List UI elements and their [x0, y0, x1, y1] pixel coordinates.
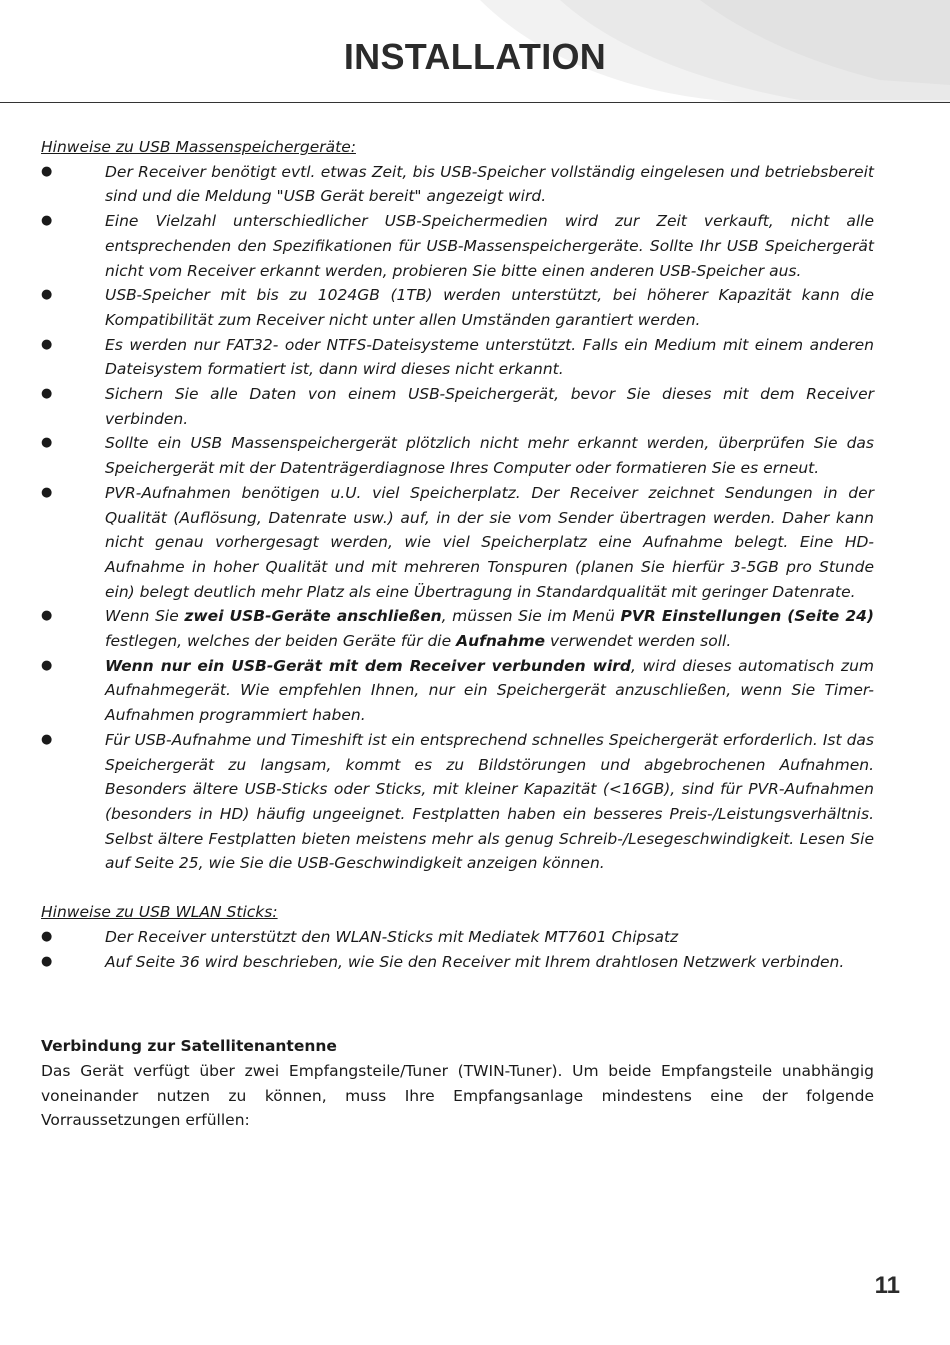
item-text: USB-Speicher mit bis zu 1024GB (1TB) werden unterstützt, bei höherer Kapazität kann die Kompatibilität zum Receiver nicht unter allen Umständen garantiert werden. — [105, 286, 874, 329]
bullet-icon: ● — [41, 953, 53, 969]
bullet-icon: ● — [41, 484, 53, 500]
item-text: verwendet werden soll. — [545, 632, 732, 651]
list-item — [41, 604, 874, 653]
list-item — [41, 481, 874, 605]
item-text: Auf Seite 36 wird beschrieben, wie Sie den Receiver mit Ihrem drahtlosen Netzwerk verbinden. — [105, 952, 845, 971]
list-item — [41, 333, 874, 382]
page-title: INSTALLATION — [343, 36, 607, 77]
satellite-section-title: Verbindung zur Satellitenantenne — [41, 1037, 337, 1056]
page-content — [41, 135, 874, 1133]
item-text: Sollte ein USB Massenspeichergerät plötzlich nicht mehr erkannt werden, überprüfen Sie das Speichergerät mit der Datenträgerdiagnose Ihres Computer oder formatieren Sie es erneut. — [105, 434, 874, 478]
list-item — [41, 382, 874, 431]
bullet-icon: ● — [41, 608, 53, 624]
usb-storage-heading: Hinweise zu USB Massenspeichergeräte: — [41, 138, 356, 156]
list-item — [41, 160, 874, 209]
item-text: PVR-Aufnahmen benötigen u.U. viel Speicherplatz. Der Receiver zeichnet Sendungen in der Qualität (Auflösung, Datenrate usw.) auf, in der sie vom Sender übertragen werden. Daher kann nicht genau vorhergesagt werden, wie viel Speicherplatz eine Aufnahme belegt. Eine HD-Aufnahme in hoher Qualität und mit mehreren Tonspuren (planen Sie hierfür 3-5GB pro Stunde ein) belegt deutlich mehr Platz als eine Übertragung in Standardqualität mit geringer Datenrate. — [105, 483, 874, 601]
list-item — [41, 209, 874, 283]
bullet-icon: ● — [41, 287, 53, 303]
bullet-icon: ● — [41, 435, 53, 451]
emphasis-text: PVR Einstellungen (Seite 24) — [620, 607, 875, 626]
item-text: , müssen Sie im Menü — [441, 607, 621, 626]
list-item — [41, 925, 874, 950]
item-text: festlegen, welches der beiden Geräte für die — [105, 632, 457, 651]
usb-wlan-heading: Hinweise zu USB WLAN Sticks: — [41, 903, 278, 922]
bullet-icon: ● — [41, 928, 53, 944]
list-item — [41, 283, 874, 332]
bullet-icon: ● — [41, 336, 53, 352]
list-item — [41, 950, 874, 975]
item-text: , wird dieses automatisch zum Aufnahmegerät. Wie empfehlen Ihnen, nur ein Speichergerät anzuschließen, wenn Sie Timer-Aufnahmen programmiert haben. — [105, 656, 874, 725]
bullet-icon: ● — [41, 386, 53, 402]
item-text: Für USB-Aufnahme und Timeshift ist ein entsprechend schnelles Speichergerät erforderlich. Ist das Speichergerät zu langsam, kommt es zu Bildstörungen und abgebrochenen Aufnahmen. Besonders ältere USB-Sticks oder Sticks, mit kleiner Kapazität (<16GB), sind für PVR-Aufnahmen (besonders in HD) häufig ungeeignet. Festplatten haben ein besseres Preis-/Leistungsverhältnis. Selbst ältere Festplatten bieten meistens mehr als genug Schreib-/Lesegeschwindigkeit. Lesen Sie auf Seite 25, wie Sie die USB-Geschwindigkeit anzeigen können. — [105, 730, 874, 873]
list-item — [41, 654, 874, 728]
usb-storage-list — [41, 160, 874, 876]
item-text: Eine Vielzahl unterschiedlicher USB-Speichermedien wird zur Zeit verkauft, nicht alle entsprechenden den Spezifikationen für USB-Massenspeichergeräte. Sollte Ihr USB Speichergerät nicht vom Receiver erkannt werden, probieren Sie bitte einen anderen USB-Speicher aus. — [105, 212, 874, 280]
page-number: 11 — [874, 1272, 900, 1299]
item-text: Sichern Sie alle Daten von einem USB-Speichergerät, bevor Sie dieses mit dem Receiver verbinden. — [105, 385, 874, 428]
item-text: Der Receiver unterstützt den WLAN-Sticks mit Mediatek MT7601 Chipsatz — [105, 927, 679, 946]
header-rule — [0, 102, 950, 103]
item-text: Es werden nur FAT32- oder NTFS-Dateisysteme unterstützt. Falls ein Medium mit einem anderen Dateisystem formatiert ist, dann wird dieses nicht erkannt. — [105, 335, 874, 379]
list-item — [41, 728, 874, 876]
usb-wlan-list — [41, 925, 874, 974]
item-text: Wenn Sie — [105, 607, 185, 626]
emphasis-text: Aufnahme — [456, 632, 546, 651]
emphasis-text: zwei USB-Geräte anschließen — [184, 607, 442, 626]
emphasis-text: Wenn nur ein USB-Gerät mit dem Receiver verbunden wird — [105, 656, 632, 675]
bullet-icon: ● — [41, 657, 53, 673]
bullet-icon: ● — [41, 213, 53, 229]
bullet-icon: ● — [41, 731, 53, 747]
list-item — [41, 431, 874, 480]
bullet-icon: ● — [41, 163, 53, 179]
satellite-section-body: Das Gerät verfügt über zwei Empfangsteile/Tuner (TWIN-Tuner). Um beide Empfangsteile unabhängig voneinander nutzen zu können, muss Ihre Empfangsanlage mindestens eine der folgende Vorraussetzungen erfüllen: — [41, 1061, 874, 1130]
item-text: Der Receiver benötigt evtl. etwas Zeit, bis USB-Speicher vollständig eingelesen und betriebsbereit sind und die Meldung "USB Gerät bereit" angezeigt wird. — [105, 162, 874, 206]
